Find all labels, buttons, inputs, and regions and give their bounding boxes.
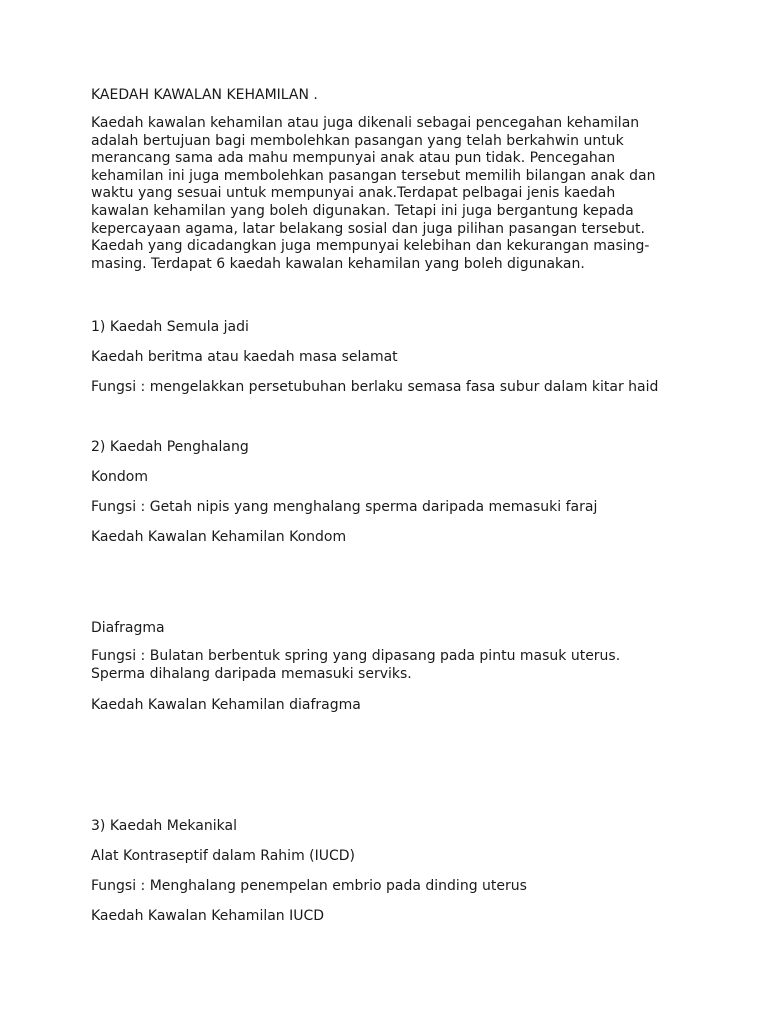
function-line: Sperma dihalang daripada memasuki serviks.	[91, 665, 412, 682]
section-1-function: Fungsi : mengelakkan persetubuhan berlaku semasa fasa subur dalam kitar haid	[91, 379, 659, 395]
function-line: Fungsi : Bulatan berbentuk spring yang dipasang pada pintu masuk uterus.	[91, 648, 621, 664]
intro-line: Kaedah yang dicadangkan juga mempunyai kelebihan dan kekurangan masing-	[91, 238, 650, 255]
section-2-method-kondom: Kondom	[91, 469, 149, 485]
intro-paragraph	[91, 115, 681, 273]
intro-line: kepercayaan agama, latar belakang sosial dan juga pilihan pasangan tersebut.	[91, 220, 645, 237]
intro-line: waktu yang sesuai untuk mempunyai anak.Terdapat pelbagai jenis kaedah	[91, 185, 616, 202]
intro-line: merancang sama ada mahu mempunyai anak atau pun tidak. Pencegahan	[91, 150, 616, 167]
section-2-method-diafragma: Diafragma	[91, 620, 165, 636]
section-2-heading: 2) Kaedah Penghalang	[91, 439, 249, 455]
intro-line: kawalan kehamilan yang boleh digunakan. Tetapi ini juga bergantung kepada	[91, 202, 634, 219]
section-2-function-diafragma	[91, 648, 681, 683]
section-2-caption-kondom: Kaedah Kawalan Kehamilan Kondom	[91, 529, 347, 545]
document-title: KAEDAH KAWALAN KEHAMILAN .	[91, 87, 318, 103]
section-3-caption: Kaedah Kawalan Kehamilan IUCD	[91, 908, 325, 924]
intro-line: adalah bertujuan bagi membolehkan pasangan yang telah berkahwin untuk	[91, 132, 624, 149]
section-2-function-kondom: Fungsi : Getah nipis yang menghalang sperma daripada memasuki faraj	[91, 499, 598, 515]
section-3-function: Fungsi : Menghalang penempelan embrio pada dinding uterus	[91, 878, 527, 894]
intro-line: kehamilan ini juga membolehkan pasangan tersebut memilih bilangan anak dan	[91, 167, 656, 184]
section-3-method: Alat Kontraseptif dalam Rahim (IUCD)	[91, 848, 356, 864]
section-1-heading: 1) Kaedah Semula jadi	[91, 319, 249, 335]
intro-line: Kaedah kawalan kehamilan atau juga dikenali sebagai pencegahan kehamilan	[91, 115, 640, 131]
section-3-heading: 3) Kaedah Mekanikal	[91, 818, 237, 834]
section-1-method: Kaedah beritma atau kaedah masa selamat	[91, 349, 398, 365]
section-2-caption-diafragma: Kaedah Kawalan Kehamilan diafragma	[91, 697, 361, 713]
intro-line: masing. Terdapat 6 kaedah kawalan kehamilan yang boleh digunakan.	[91, 255, 585, 272]
